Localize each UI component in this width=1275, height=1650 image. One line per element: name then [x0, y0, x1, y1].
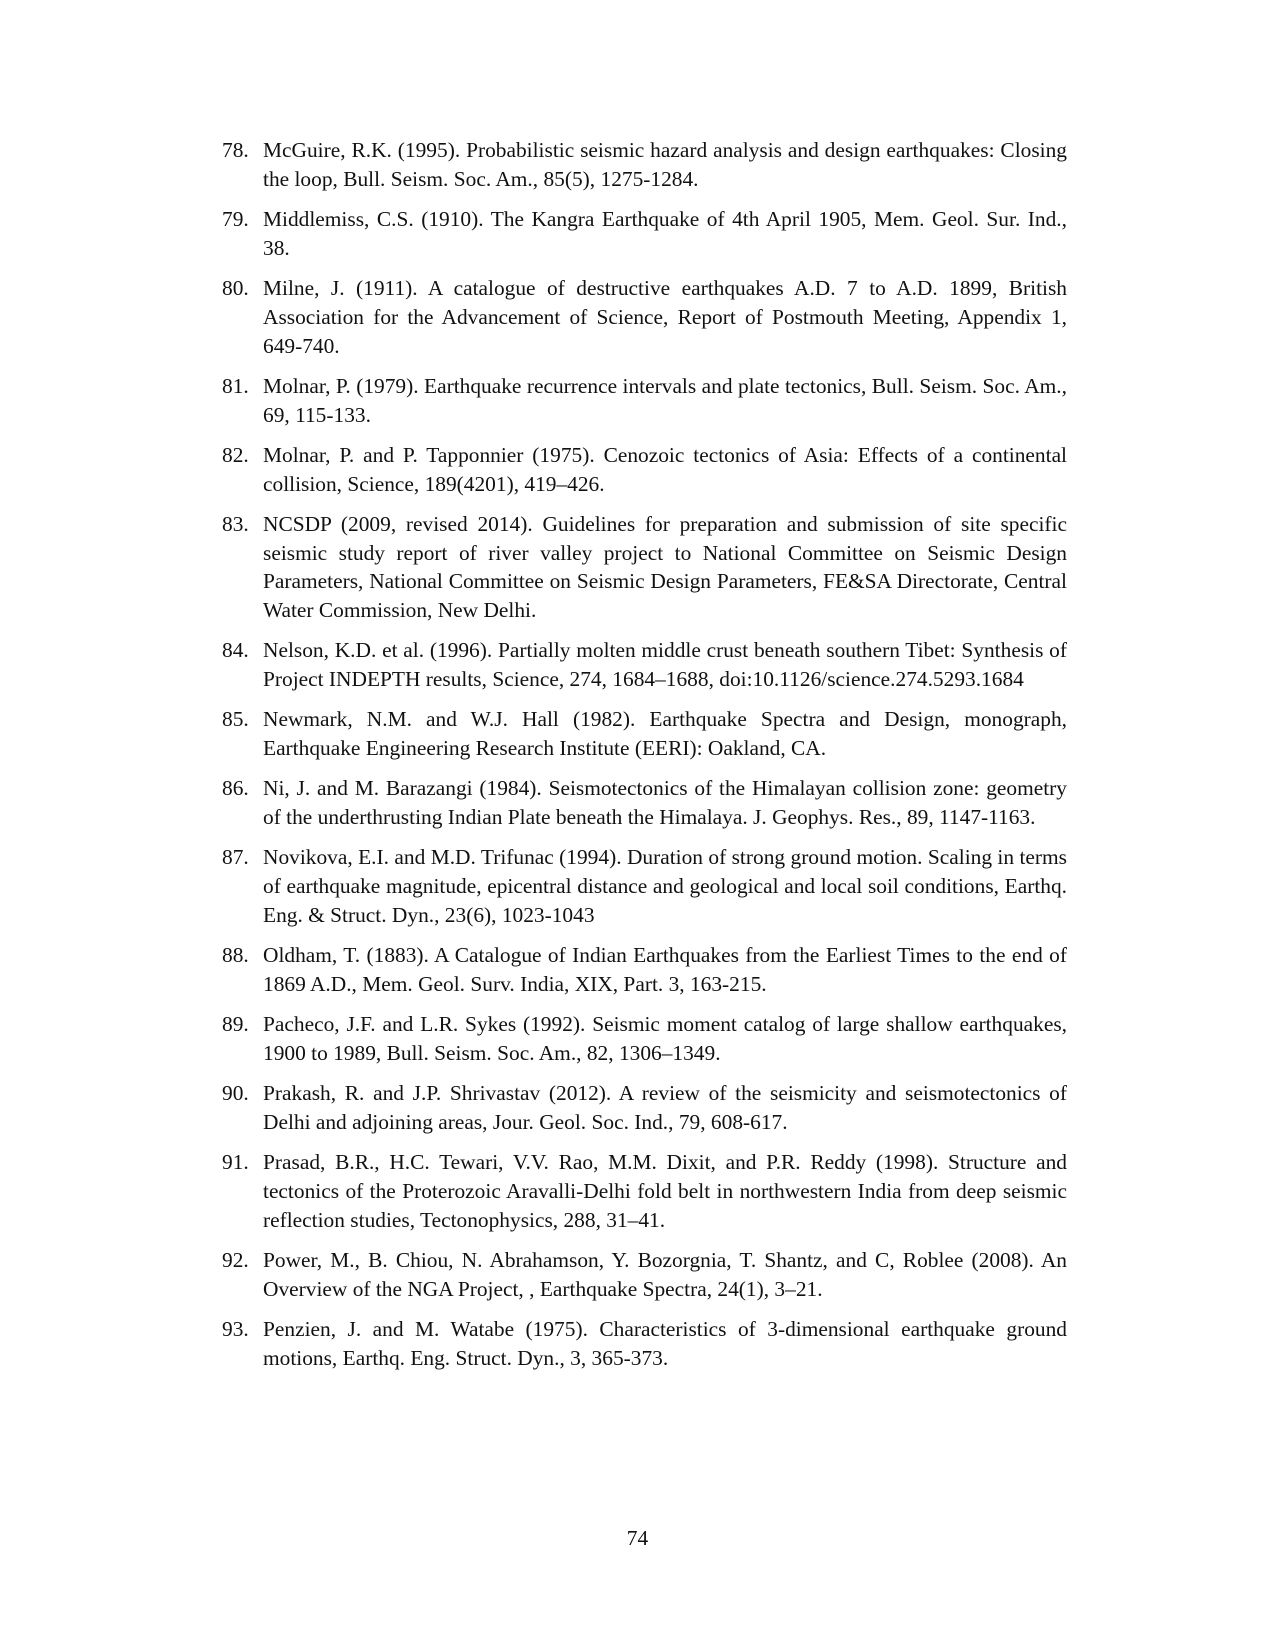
- reference-text: Ni, J. and M. Barazangi (1984). Seismotectonics of the Himalayan collision zone: geometry of the underthrusting Indian Plate beneath the Himalaya. J. Geophys. Res., 89, 1147-1163.: [263, 776, 1067, 830]
- reference-number: 79.: [222, 206, 249, 231]
- reference-text: Middlemiss, C.S. (1910). The Kangra Earthquake of 4th April 1905, Mem. Geol. Sur. Ind., 38.: [263, 206, 1067, 260]
- reference-number: 81.: [222, 373, 249, 398]
- reference-number: 92.: [222, 1247, 249, 1272]
- reference-number: 84.: [222, 638, 249, 663]
- reference-number: 80.: [222, 275, 249, 300]
- reference-item: [222, 774, 1067, 832]
- reference-item: [222, 1246, 1067, 1304]
- reference-text: Penzien, J. and M. Watabe (1975). Characteristics of 3-dimensional earthquake ground motions, Earthq. Eng. Struct. Dyn., 3, 365-373.: [263, 1316, 1067, 1370]
- reference-number: 85.: [222, 707, 249, 732]
- reference-item: [222, 136, 1067, 194]
- reference-text: Oldham, T. (1883). A Catalogue of Indian Earthquakes from the Earliest Times to the end of 1869 A.D., Mem. Geol. Surv. India, XIX, Part. 3, 163-215.: [263, 943, 1067, 996]
- reference-number: 87.: [222, 845, 249, 870]
- reference-number: 78.: [222, 138, 249, 162]
- reference-item: [222, 1315, 1067, 1373]
- reference-number: 83.: [222, 511, 249, 536]
- reference-number: 90.: [222, 1081, 249, 1105]
- reference-item: [222, 510, 1067, 625]
- reference-text: NCSDP (2009, revised 2014). Guidelines for preparation and submission of site specific seismic study report of river valley project to National Committee on Seismic Design Parameters, National Committee on Seismic Design Parameters, FE&SA Directorate, Central Water Commission, New Delhi.: [263, 511, 1067, 623]
- reference-item: [222, 441, 1067, 499]
- reference-number: 88.: [222, 943, 249, 968]
- reference-text: Prakash, R. and J.P. Shrivastav (2012). A review of the seismicity and seismotectonics of Delhi and adjoining areas, Jour. Geol. Soc. Ind., 79, 608-617.: [263, 1081, 1067, 1134]
- reference-number: 93.: [222, 1316, 249, 1341]
- reference-number: 86.: [222, 776, 249, 801]
- reference-text: Newmark, N.M. and W.J. Hall (1982). Earthquake Spectra and Design, monograph, Earthquake Engineering Research Institute (EERI): Oakland, CA.: [263, 707, 1067, 761]
- reference-number: 82.: [222, 442, 249, 467]
- reference-item: [222, 1148, 1067, 1234]
- reference-item: [222, 636, 1067, 694]
- reference-item: [222, 274, 1067, 360]
- reference-text: McGuire, R.K. (1995). Probabilistic seismic hazard analysis and design earthquakes: Closing the loop, Bull. Seism. Soc. Am., 85(5), 1275-1284.: [263, 138, 1067, 191]
- reference-item: [222, 205, 1067, 263]
- reference-text: Nelson, K.D. et al. (1996). Partially molten middle crust beneath southern Tibet: Synthesis of Project INDEPTH results, Science, 274, 1684–1688, doi:10.1126/science.274.5293.1684: [263, 638, 1067, 692]
- reference-text: Novikova, E.I. and M.D. Trifunac (1994). Duration of strong ground motion. Scaling in terms of earthquake magnitude, epicentral distance and geological and local soil conditions, Earthq. Eng. & Struct. Dyn., 23(6), 1023-1043: [263, 845, 1067, 927]
- reference-list: [222, 136, 1067, 1384]
- reference-item: [222, 941, 1067, 999]
- reference-text: Power, M., B. Chiou, N. Abrahamson, Y. Bozorgnia, T. Shantz, and C, Roblee (2008). An Overview of the NGA Project, , Earthquake Spectra, 24(1), 3–21.: [263, 1247, 1067, 1301]
- reference-item: [222, 1079, 1067, 1137]
- reference-number: 89.: [222, 1012, 249, 1037]
- reference-text: Molnar, P. (1979). Earthquake recurrence intervals and plate tectonics, Bull. Seism. Soc. Am., 69, 115-133.: [263, 373, 1067, 427]
- reference-item: [222, 1010, 1067, 1068]
- reference-number: 91.: [222, 1149, 249, 1174]
- reference-item: [222, 843, 1067, 929]
- reference-text: Milne, J. (1911). A catalogue of destructive earthquakes A.D. 7 to A.D. 1899, British Association for the Advancement of Science, Report of Postmouth Meeting, Appendix 1, 649-740.: [263, 275, 1067, 358]
- reference-text: Prasad, B.R., H.C. Tewari, V.V. Rao, M.M. Dixit, and P.R. Reddy (1998). Structure and tectonics of the Proterozoic Aravalli-Delhi fold belt in northwestern India from deep seismic reflection studies, Tectonophysics, 288, 31–41.: [263, 1149, 1067, 1232]
- page-number: 74: [626, 1526, 649, 1550]
- reference-item: [222, 705, 1067, 763]
- reference-item: [222, 372, 1067, 430]
- reference-text: Molnar, P. and P. Tapponnier (1975). Cenozoic tectonics of Asia: Effects of a continental collision, Science, 189(4201), 419–426.: [263, 442, 1067, 496]
- reference-text: Pacheco, J.F. and L.R. Sykes (1992). Seismic moment catalog of large shallow earthquakes, 1900 to 1989, Bull. Seism. Soc. Am., 82, 1306–1349.: [263, 1012, 1067, 1065]
